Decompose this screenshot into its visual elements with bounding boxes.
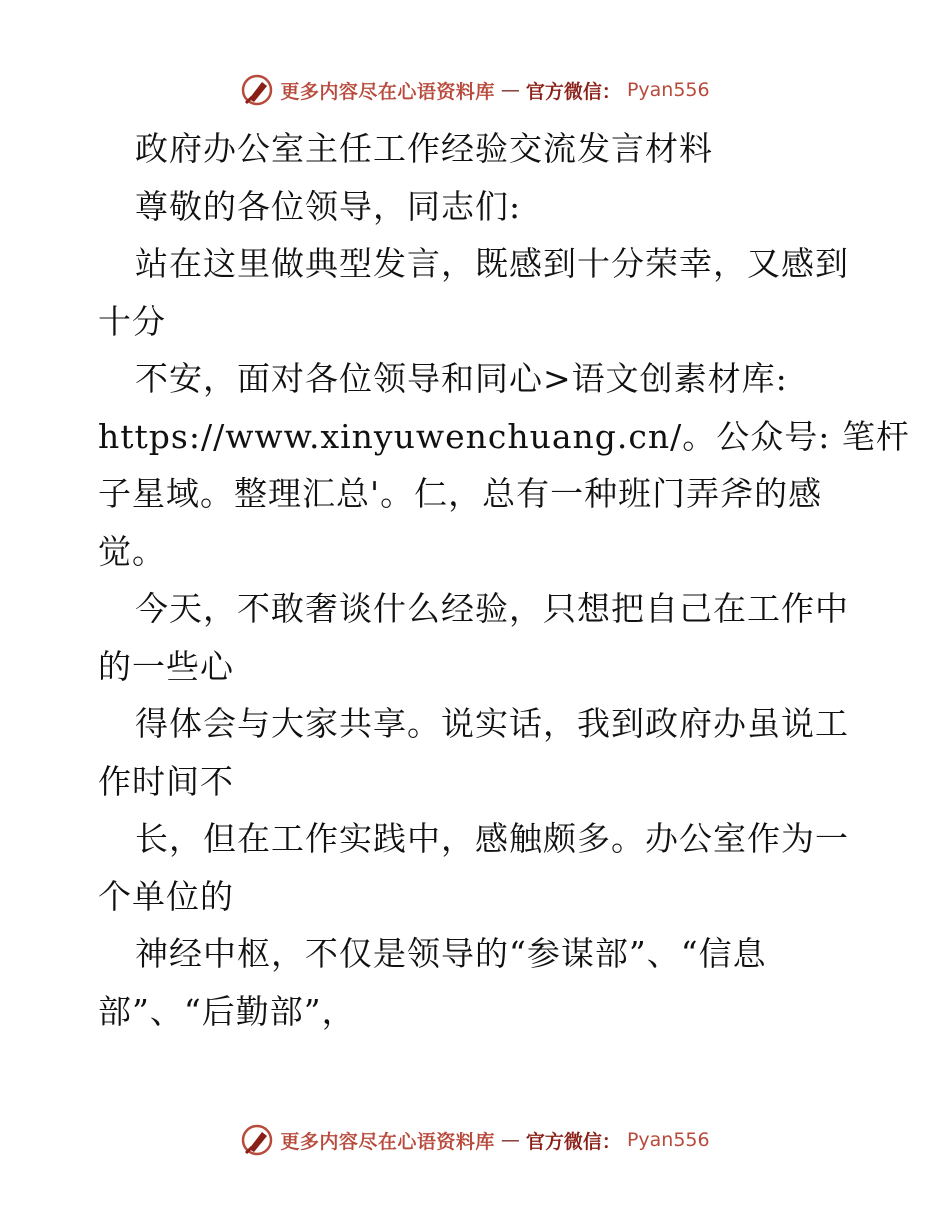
text-line: 子星域。整理汇总'。仁，总有一种班门弄斧的感 xyxy=(98,474,823,513)
watermark-label: 官方微信： xyxy=(525,80,621,103)
watermark-banner-top xyxy=(0,70,950,110)
text-line: 今天，不敢奢谈什么经验，只想把自己在工作中 xyxy=(135,589,849,628)
text-line: 十分 xyxy=(98,301,166,341)
salutation: 尊敬的各位领导，同志们: xyxy=(135,186,522,226)
pen-logo-icon xyxy=(240,73,274,107)
watermark-site-text: 更多内容尽在心语资料库 xyxy=(280,1130,495,1153)
watermark-dash: — xyxy=(500,1129,520,1151)
text-line: 部”、“后勤部”， xyxy=(98,991,356,1031)
pen-logo-icon xyxy=(240,1123,274,1157)
watermark-site-text: 更多内容尽在心语资料库 xyxy=(280,80,495,103)
text-line: 得体会与大家共享。说实话，我到政府办虽说工 xyxy=(135,704,849,743)
text-line: https://www.xinyuwenchuang.cn/。公众号: 笔杆 xyxy=(98,416,910,456)
watermark-account: Pyan556 xyxy=(626,79,710,101)
watermark-dash: — xyxy=(500,79,520,101)
document-body xyxy=(98,120,910,1040)
text-line: 的一些心 xyxy=(98,646,234,686)
watermark-label: 官方微信： xyxy=(525,1130,621,1153)
watermark-account: Pyan556 xyxy=(626,1129,710,1151)
text-line: 个单位的 xyxy=(98,876,234,916)
text-line: 作时间不 xyxy=(98,761,234,801)
text-line: 站在这里做典型发言，既感到十分荣幸，又感到 xyxy=(135,244,849,283)
text-line: 长，但在工作实践中，感触颇多。办公室作为一 xyxy=(135,819,849,858)
watermark-banner-bottom xyxy=(0,1120,950,1160)
text-line: 不安，面对各位领导和同心>语文创素材库: xyxy=(135,359,788,398)
text-line: 神经中枢，不仅是领导的“参谋部”、“信息 xyxy=(135,934,767,973)
document-title: 政府办公室主任工作经验交流发言材料 xyxy=(135,129,713,168)
text-line: 觉。 xyxy=(98,531,166,571)
